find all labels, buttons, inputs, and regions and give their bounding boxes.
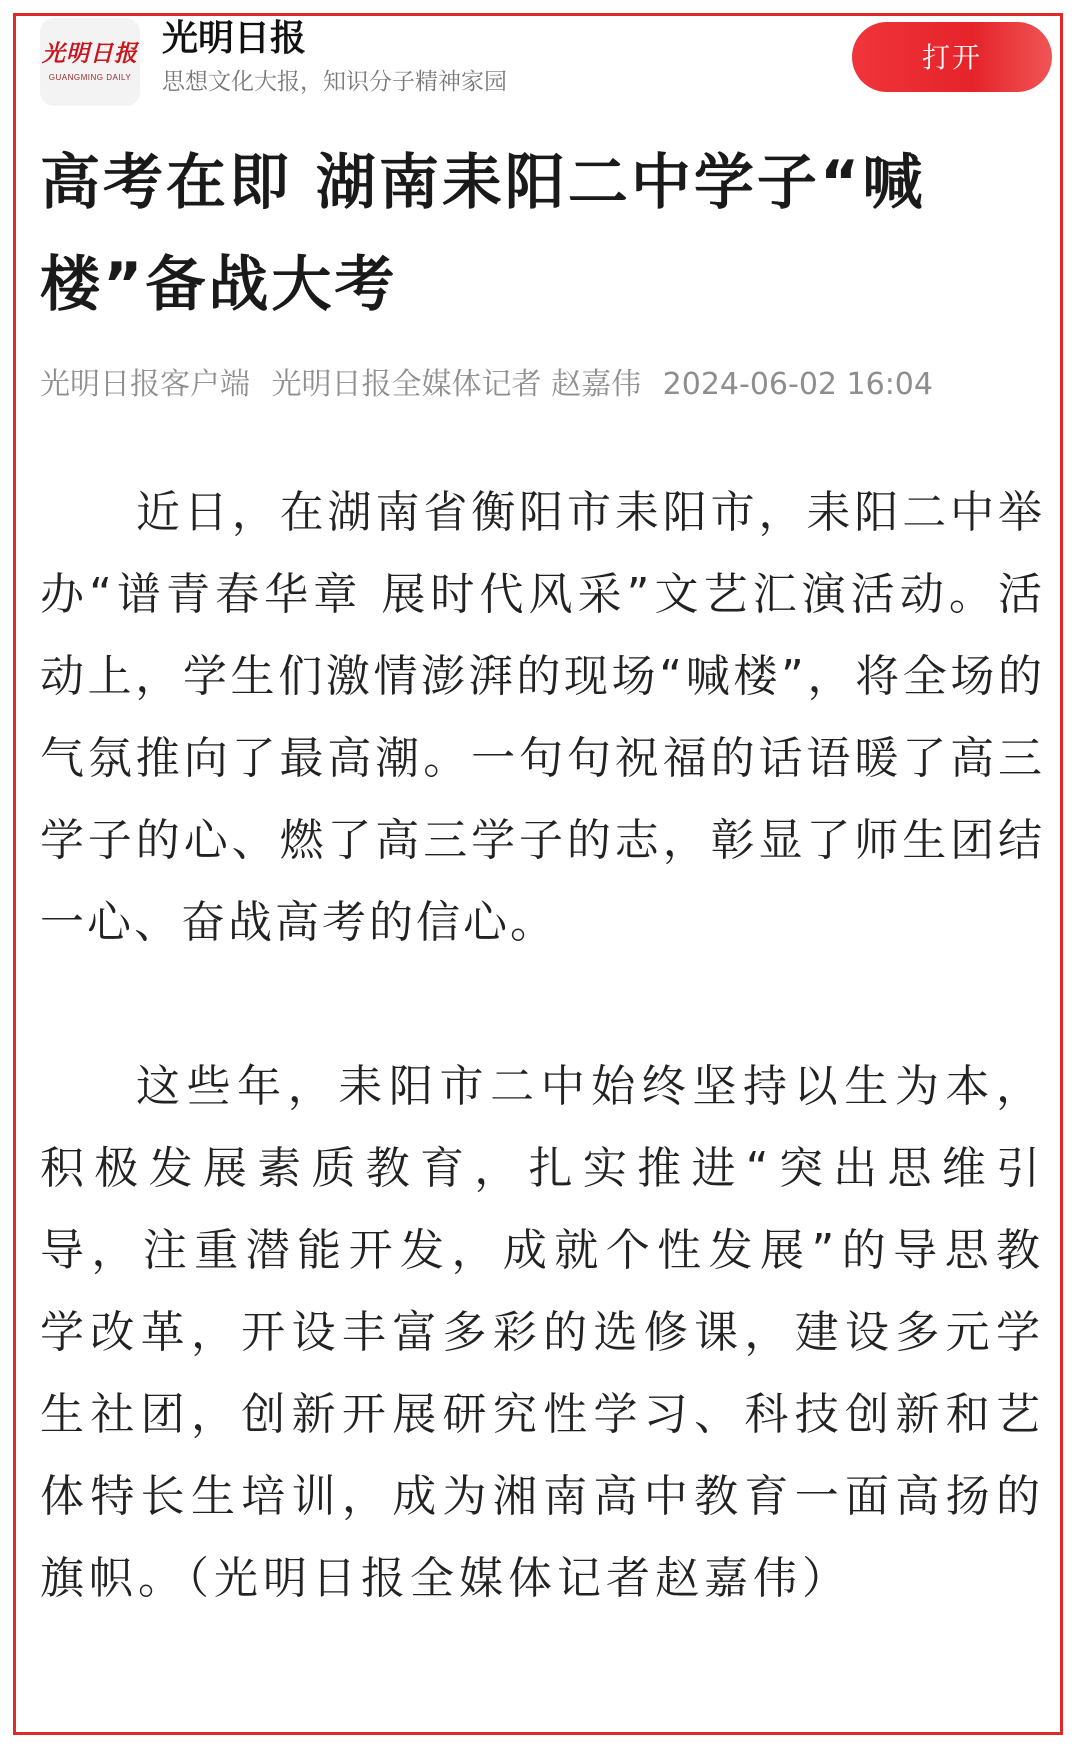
logo-text: 光明日报 <box>42 40 138 67</box>
article-body <box>40 472 1045 1702</box>
brand-name: 光明日报 <box>162 17 307 59</box>
open-app-button[interactable]: 打开 <box>852 22 1052 92</box>
article-title: 高考在即 湖南耒阳二中学子“喊楼”备战大考 <box>40 148 926 320</box>
brand-logo[interactable] <box>40 18 140 106</box>
article-datetime: 2024-06-02 16:04 <box>662 367 933 402</box>
brand-slogan: 思想文化大报，知识分子精神家园 <box>162 69 507 95</box>
article-meta <box>40 362 1040 408</box>
logo-subtitle: GUANGMING DAILY <box>48 73 132 82</box>
app-header <box>0 0 1080 120</box>
article-author: 光明日报全媒体记者 赵嘉伟 <box>271 367 642 402</box>
article-paragraph: 这些年，耒阳市二中始终坚持以生为本，积极发展素质教育，扎实推进“突出思维引导，注重潜能开发，成就个性发展”的导思教学改革，开设丰富多彩的选修课，建设多元学生社团，创新开展研究性学习、科技创新和艺体特长生培训，成为湘南高中教育一面高扬的旗帜。（光明日报全媒体记者赵嘉伟） <box>40 1061 1045 1604</box>
article-paragraph: 近日，在湖南省衡阳市耒阳市，耒阳二中举办“谱青春华章 展时代风采”文艺汇演活动。活动上，学生们激情澎湃的现场“喊楼”，将全场的气氛推向了最高潮。一句句祝福的话语暖了高三学子的心、燃了高三学子的志，彰显了师生团结一心、奋战高考的信心。 <box>40 487 1045 948</box>
article-source: 光明日报客户端 <box>40 367 250 402</box>
